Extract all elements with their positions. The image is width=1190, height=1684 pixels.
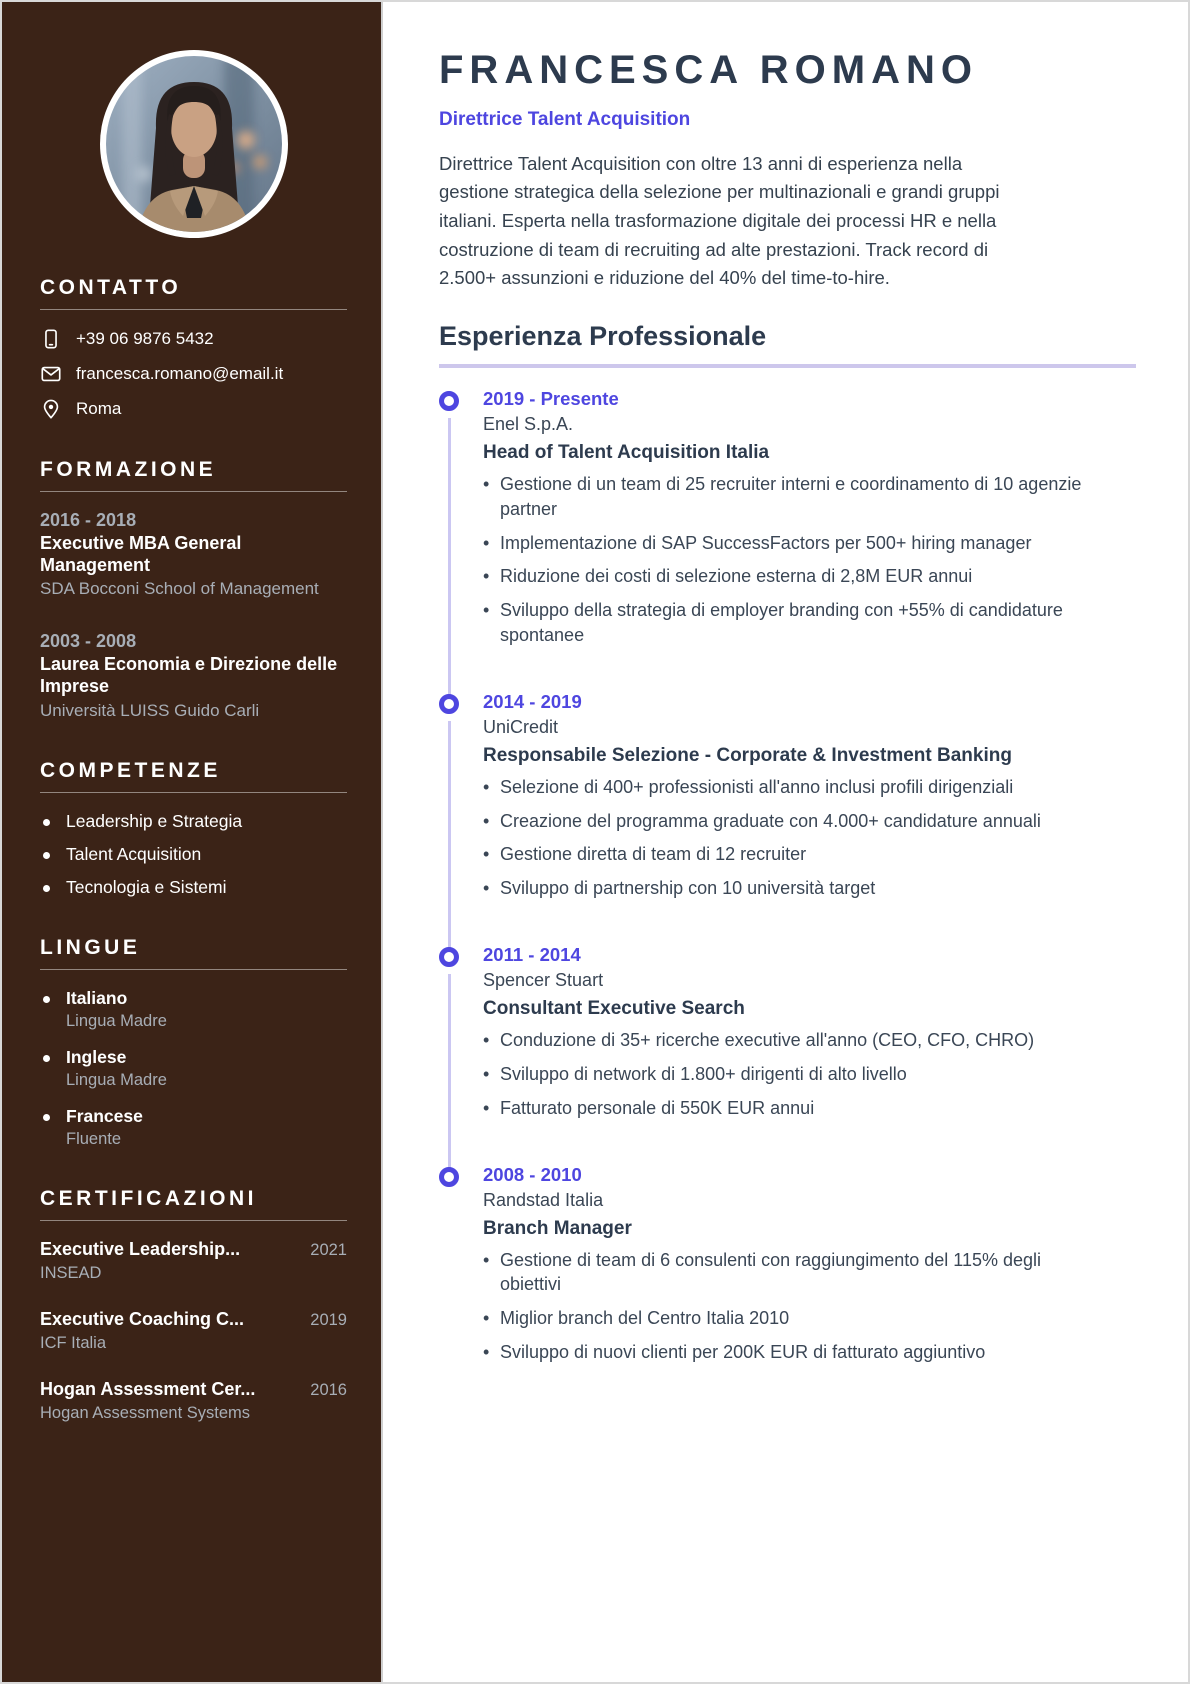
education-school: SDA Bocconi School of Management — [40, 579, 319, 599]
certification-year: 2016 — [310, 1380, 347, 1399]
experience-item — [439, 944, 1136, 1163]
experience-role: Consultant Executive Search — [483, 998, 745, 1020]
education-period: 2003 - 2008 — [40, 631, 137, 652]
language-item — [40, 988, 347, 1031]
experience-bullets — [483, 1248, 1136, 1365]
experience-period: 2008 - 2010 — [483, 1163, 582, 1185]
certifications-list — [40, 1239, 347, 1423]
experience-item — [439, 691, 1136, 944]
education-period: 2016 - 2018 — [40, 510, 137, 530]
skills-list — [40, 811, 347, 898]
contact-email: francesca.romano@email.it — [76, 364, 284, 383]
experience-timeline — [439, 388, 1136, 1408]
language-level: Lingua Madre — [66, 1070, 167, 1089]
language-name: Italiano — [66, 987, 128, 1008]
location-icon — [40, 398, 62, 420]
experience-period: 2014 - 2019 — [483, 690, 582, 712]
contact-phone: +39 06 9876 5432 — [76, 329, 214, 348]
certification-item — [40, 1309, 347, 1353]
education-degree: Executive MBA General Management — [40, 533, 242, 575]
experience-period: 2019 - Presente — [483, 387, 619, 409]
education-degree: Laurea Economia e Direzione delle Imprese — [40, 654, 338, 697]
language-name: Inglese — [66, 1046, 127, 1067]
certification-item — [40, 1239, 347, 1283]
education-title: FORMAZIONE — [40, 458, 217, 481]
sidebar — [2, 2, 383, 1682]
experience-bullet: • Riduzione dei costi di selezione esterna di 2,8M EUR annui — [483, 564, 1103, 589]
experience-bullet: • Gestione di team di 6 consulenti con raggiungimento del 115% degli obiettivi — [483, 1248, 1103, 1298]
education-item — [40, 510, 347, 599]
experience-bullet: • Gestione diretta di team di 12 recruiter — [483, 842, 1103, 867]
experience-item — [439, 388, 1136, 691]
certifications-title: CERTIFICAZIONI — [40, 1186, 257, 1210]
skills-title: COMPETENZE — [40, 758, 221, 782]
certification-name: Hogan Assessment Cer... — [40, 1378, 256, 1399]
experience-role: Branch Manager — [483, 1217, 632, 1239]
experience-role: Head of Talent Acquisition Italia — [483, 441, 770, 463]
experience-bullets — [483, 1028, 1136, 1120]
languages-title: LINGUE — [40, 935, 141, 959]
phone-icon — [40, 328, 62, 350]
certification-issuer: INSEAD — [40, 1263, 102, 1282]
certifications-divider — [40, 1220, 347, 1221]
person-job-title: Direttrice Talent Acquisition — [439, 109, 691, 130]
skill-item: Talent Acquisition — [40, 844, 347, 865]
certification-name: Executive Leadership... — [40, 1238, 241, 1259]
language-level: Lingua Madre — [66, 1011, 167, 1030]
person-name: FRANCESCA ROMANO — [439, 48, 978, 92]
profile-photo — [100, 50, 288, 238]
certification-name: Executive Coaching C... — [40, 1308, 245, 1329]
experience-section-underline — [439, 364, 1136, 368]
skill-item: Tecnologia e Sistemi — [40, 877, 347, 898]
email-icon — [40, 363, 62, 385]
profile-photo-illustration — [106, 56, 282, 232]
experience-period: 2011 - 2014 — [483, 944, 581, 966]
summary-text: Direttrice Talent Acquisition con oltre 13 anni di esperienza nella gestione strategica della selezione per multinazionali e grandi gruppi italiani. Esperta nella trasformazione digitale dei processi HR e nella costruzione di team di recruiting ad alte prestazioni. Track record di 2.500+ assunzioni e riduzione del 40% del time-to-hire. — [439, 152, 1000, 289]
contact-phone-row — [40, 328, 347, 350]
language-item — [40, 1106, 347, 1149]
education-divider — [40, 491, 347, 492]
experience-bullet: • Implementazione di SAP SuccessFactors per 500+ hiring manager — [483, 531, 1103, 556]
experience-bullet: • Sviluppo di partnership con 10 università target — [483, 876, 1103, 901]
experience-bullet: • Gestione di un team di 25 recruiter interni e coordinamento di 10 agenzie partner — [483, 472, 1103, 522]
contact-divider — [40, 309, 347, 310]
experience-bullet: • Sviluppo di network di 1.800+ dirigenti di alto livello — [483, 1062, 1103, 1087]
certification-issuer: Hogan Assessment Systems — [40, 1403, 251, 1422]
experience-company: Spencer Stuart — [483, 970, 604, 991]
experience-company: Randstad Italia — [483, 1189, 604, 1210]
skills-divider — [40, 792, 347, 793]
languages-list — [40, 988, 347, 1149]
certification-row — [40, 1379, 347, 1400]
certification-year: 2021 — [310, 1240, 347, 1259]
experience-section-title: Esperienza Professionale — [439, 320, 767, 351]
contact-location: Roma — [76, 399, 122, 418]
experience-bullet: • Conduzione di 35+ ricerche executive all'anno (CEO, CFO, CHRO) — [483, 1028, 1103, 1053]
experience-item — [439, 1164, 1136, 1408]
experience-bullet: • Creazione del programma graduate con 4.000+ candidature annuali — [483, 809, 1103, 834]
contact-location-row — [40, 398, 347, 420]
certification-row — [40, 1309, 347, 1330]
certification-row — [40, 1239, 347, 1260]
experience-role: Responsabile Selezione - Corporate & Investment Banking — [483, 744, 1012, 766]
main-content — [383, 2, 1188, 1682]
experience-bullet: • Sviluppo della strategia di employer branding con +55% di candidature spontanee — [483, 598, 1103, 648]
experience-bullet: • Sviluppo di nuovi clienti per 200K EUR di fatturato aggiuntivo — [483, 1340, 1103, 1365]
experience-company: UniCredit — [483, 716, 559, 737]
language-name: Francese — [66, 1105, 143, 1126]
education-school: Università LUISS Guido Carli — [40, 700, 260, 720]
experience-bullets — [483, 472, 1136, 648]
contact-title: CONTATTO — [40, 276, 182, 299]
experience-bullet: • Miglior branch del Centro Italia 2010 — [483, 1306, 1103, 1331]
certification-item — [40, 1379, 347, 1423]
certification-issuer: ICF Italia — [40, 1333, 107, 1352]
education-list — [40, 510, 347, 721]
experience-bullets — [483, 775, 1136, 901]
language-level: Fluente — [66, 1129, 122, 1148]
experience-company: Enel S.p.A. — [483, 413, 574, 434]
profile-photo-wrap — [40, 50, 347, 238]
experience-bullet: • Fatturato personale di 550K EUR annui — [483, 1096, 1103, 1121]
certification-year: 2019 — [310, 1310, 347, 1329]
experience-bullet: • Selezione di 400+ professionisti all'anno inclusi profili dirigenziali — [483, 775, 1103, 800]
education-item — [40, 631, 347, 720]
skill-item: Leadership e Strategia — [40, 811, 347, 832]
language-item — [40, 1047, 347, 1090]
contact-email-row — [40, 363, 347, 385]
languages-divider — [40, 969, 347, 970]
contact-list — [40, 328, 347, 420]
